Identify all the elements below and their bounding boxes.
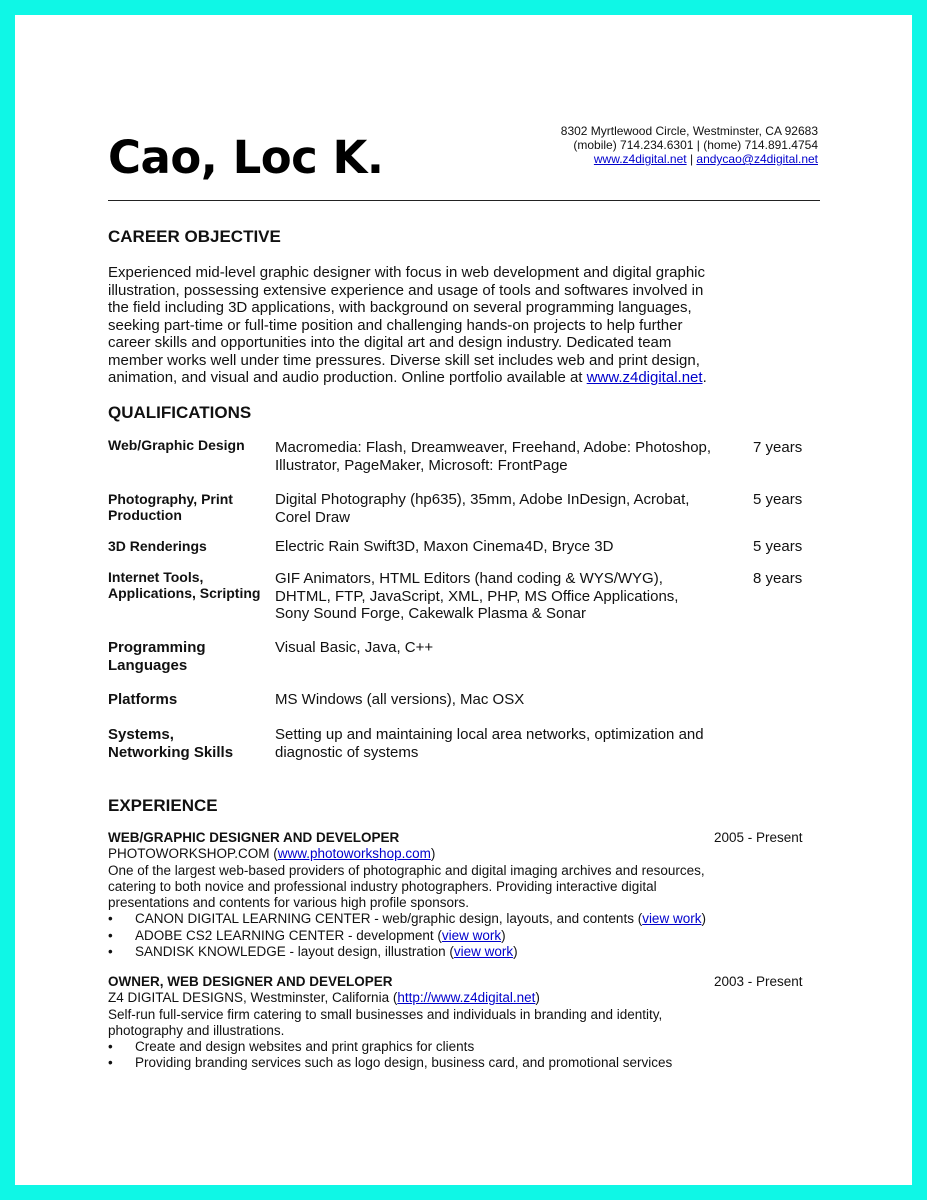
qualification-label-line: Platforms bbox=[108, 691, 178, 708]
qualification-tools-line: Electric Rain Swift3D, Maxon Cinema4D, Bryce 3D bbox=[275, 538, 614, 555]
company-link[interactable]: http://www.z4digital.net bbox=[397, 990, 536, 1006]
view-work-link[interactable]: view work bbox=[642, 911, 702, 927]
objective-line-end: . bbox=[702, 369, 707, 386]
job-bullet bbox=[108, 1055, 672, 1071]
experience-heading: EXPERIENCE bbox=[108, 796, 218, 815]
resume-page bbox=[15, 15, 912, 1185]
job-description-line: catering to both novice and professional industry photographers. Providing interactive digital bbox=[108, 878, 657, 894]
qualification-label-line: Web/Graphic Design bbox=[108, 437, 245, 453]
bullet-suffix: ) bbox=[701, 911, 706, 927]
job-description-line: photography and illustrations. bbox=[108, 1022, 285, 1038]
objective-heading: CAREER OBJECTIVE bbox=[108, 227, 281, 246]
job-title: WEB/GRAPHIC DESIGNER AND DEVELOPER bbox=[108, 830, 400, 845]
qualification-label bbox=[108, 639, 206, 674]
qualification-tools bbox=[275, 570, 678, 623]
objective-line: seeking part-time or full-time position and challenging hands-on projects to help further bbox=[108, 316, 683, 334]
qualifications-heading: QUALIFICATIONS bbox=[108, 403, 252, 422]
qualification-label bbox=[108, 569, 260, 601]
qualification-tools-line: Visual Basic, Java, C++ bbox=[275, 639, 434, 656]
candidate-name: Cao, Loc K. bbox=[108, 131, 384, 184]
qualification-tools-line: Setting up and maintaining local area networks, optimization and bbox=[275, 726, 704, 743]
qualification-tools-line: diagnostic of systems bbox=[275, 743, 419, 761]
qualification-label bbox=[108, 691, 177, 709]
bullet-text: ADOBE CS2 LEARNING CENTER - development ( bbox=[135, 927, 442, 943]
objective-line: the field including 3D applications, with background on several programming languages, bbox=[108, 299, 692, 316]
job-bullet bbox=[108, 911, 706, 927]
contact-block bbox=[561, 124, 818, 166]
qualification-label-line: Systems, bbox=[108, 726, 174, 743]
qualification-label-line: Applications, Scripting bbox=[108, 585, 261, 601]
bullet-text: SANDISK KNOWLEDGE - layout design, illustration ( bbox=[135, 944, 454, 960]
qualification-years: 7 years bbox=[753, 439, 803, 456]
qualification-tools bbox=[275, 439, 711, 474]
website-link[interactable]: www.z4digital.net bbox=[593, 152, 687, 166]
bullet-suffix: ) bbox=[501, 927, 506, 943]
job-company bbox=[108, 990, 672, 1006]
job-description-line: presentations and contents for various high profile sponsors. bbox=[108, 895, 469, 911]
portfolio-link[interactable]: www.z4digital.net bbox=[586, 369, 703, 386]
job-bullet bbox=[108, 1039, 672, 1055]
bullet-text: Create and design websites and print graphics for clients bbox=[135, 1039, 475, 1055]
qualification-tools-line: Sony Sound Forge, Cakewalk Plasma & Sonar bbox=[275, 605, 586, 622]
email-link[interactable]: andycao@z4digital.net bbox=[696, 152, 818, 166]
company-link[interactable]: www.photoworkshop.com bbox=[277, 846, 431, 862]
qualification-label-line: Production bbox=[108, 507, 182, 523]
objective-line: illustration, possessing extensive experience and usage of tools and softwares involved in bbox=[108, 281, 704, 299]
view-work-link[interactable]: view work bbox=[453, 944, 514, 960]
bullet-text: Providing branding services such as logo design, business card, and promotional services bbox=[135, 1055, 673, 1071]
contact-separator: | bbox=[686, 152, 697, 166]
qualification-tools bbox=[275, 726, 704, 761]
bullet-suffix: ) bbox=[513, 944, 518, 960]
qualification-tools-line: Illustrator, PageMaker, Microsoft: FrontPage bbox=[275, 456, 568, 474]
job-bullet bbox=[108, 944, 706, 960]
objective-line: Experienced mid-level graphic designer with focus in web development and digital graphic bbox=[108, 264, 706, 281]
qualification-years: 5 years bbox=[753, 491, 803, 508]
view-work-link[interactable]: view work bbox=[441, 927, 502, 943]
qualification-years: 8 years bbox=[753, 570, 803, 587]
job-entry bbox=[108, 830, 706, 960]
phone-numbers: (mobile) 714.234.6301 | (home) 714.891.4754 bbox=[573, 138, 818, 152]
qualification-tools bbox=[275, 538, 613, 556]
objective-line: member works well under time pressures. Diverse skill set includes web and print design, bbox=[108, 351, 700, 369]
qualification-years: 5 years bbox=[753, 538, 803, 555]
qualification-tools-line: Macromedia: Flash, Dreamweaver, Freehand, Adobe: Photoshop, bbox=[275, 439, 712, 456]
job-dates: 2005 - Present bbox=[714, 830, 803, 845]
address: 8302 Myrtlewood Circle, Westminster, CA 92683 bbox=[560, 124, 818, 138]
job-company bbox=[108, 846, 706, 862]
job-description-line: One of the largest web-based providers of photographic and digital imaging archives and resources, bbox=[108, 862, 705, 878]
header-divider bbox=[108, 200, 820, 201]
job-bullet bbox=[108, 928, 706, 944]
company-name: PHOTOWORKSHOP.COM ( bbox=[108, 846, 278, 862]
objective-line bbox=[108, 369, 707, 387]
objective-line: career skills and opportunities into the digital art and design industry. Dedicated team bbox=[108, 334, 672, 351]
qualification-tools bbox=[275, 491, 689, 526]
qualification-label-line: Photography, Print bbox=[108, 491, 233, 507]
qualification-label bbox=[108, 437, 245, 453]
qualification-label bbox=[108, 726, 233, 761]
job-description-line: Self-run full-service firm catering to small businesses and individuals in branding and identity, bbox=[108, 1006, 663, 1022]
qualification-tools bbox=[275, 639, 433, 657]
qualification-tools-line: Corel Draw bbox=[275, 508, 351, 526]
company-name: Z4 DIGITAL DESIGNS, Westminster, California ( bbox=[108, 990, 398, 1006]
qualification-tools-line: Digital Photography (hp635), 35mm, Adobe InDesign, Acrobat, bbox=[275, 491, 690, 508]
qualification-label bbox=[108, 491, 233, 523]
objective-line-text: animation, and visual and audio production. Online portfolio available at bbox=[108, 369, 587, 386]
qualification-label-line: Networking Skills bbox=[108, 743, 234, 761]
bullet-text: CANON DIGITAL LEARNING CENTER - web/graphic design, layouts, and contents ( bbox=[135, 911, 643, 927]
company-suffix: ) bbox=[430, 846, 436, 862]
qualification-label-line: Internet Tools, bbox=[108, 569, 204, 585]
qualification-label-line: 3D Renderings bbox=[108, 538, 207, 554]
qualification-label bbox=[108, 538, 207, 554]
objective-paragraph bbox=[108, 264, 707, 387]
qualification-tools-line: GIF Animators, HTML Editors (hand coding & WYS/WYG), bbox=[275, 570, 663, 587]
company-suffix: ) bbox=[535, 990, 540, 1006]
qualification-tools bbox=[275, 691, 524, 709]
qualification-label-line: Programming bbox=[108, 639, 206, 656]
qualification-tools-line: DHTML, FTP, JavaScript, XML, PHP, MS Office Applications, bbox=[275, 587, 679, 605]
web-contact-line bbox=[561, 152, 818, 166]
job-entry bbox=[108, 974, 672, 1072]
job-title: OWNER, WEB DESIGNER AND DEVELOPER bbox=[108, 974, 393, 989]
qualification-tools-line: MS Windows (all versions), Mac OSX bbox=[275, 691, 525, 708]
qualification-label-line: Languages bbox=[108, 656, 188, 674]
job-dates: 2003 - Present bbox=[714, 974, 803, 989]
